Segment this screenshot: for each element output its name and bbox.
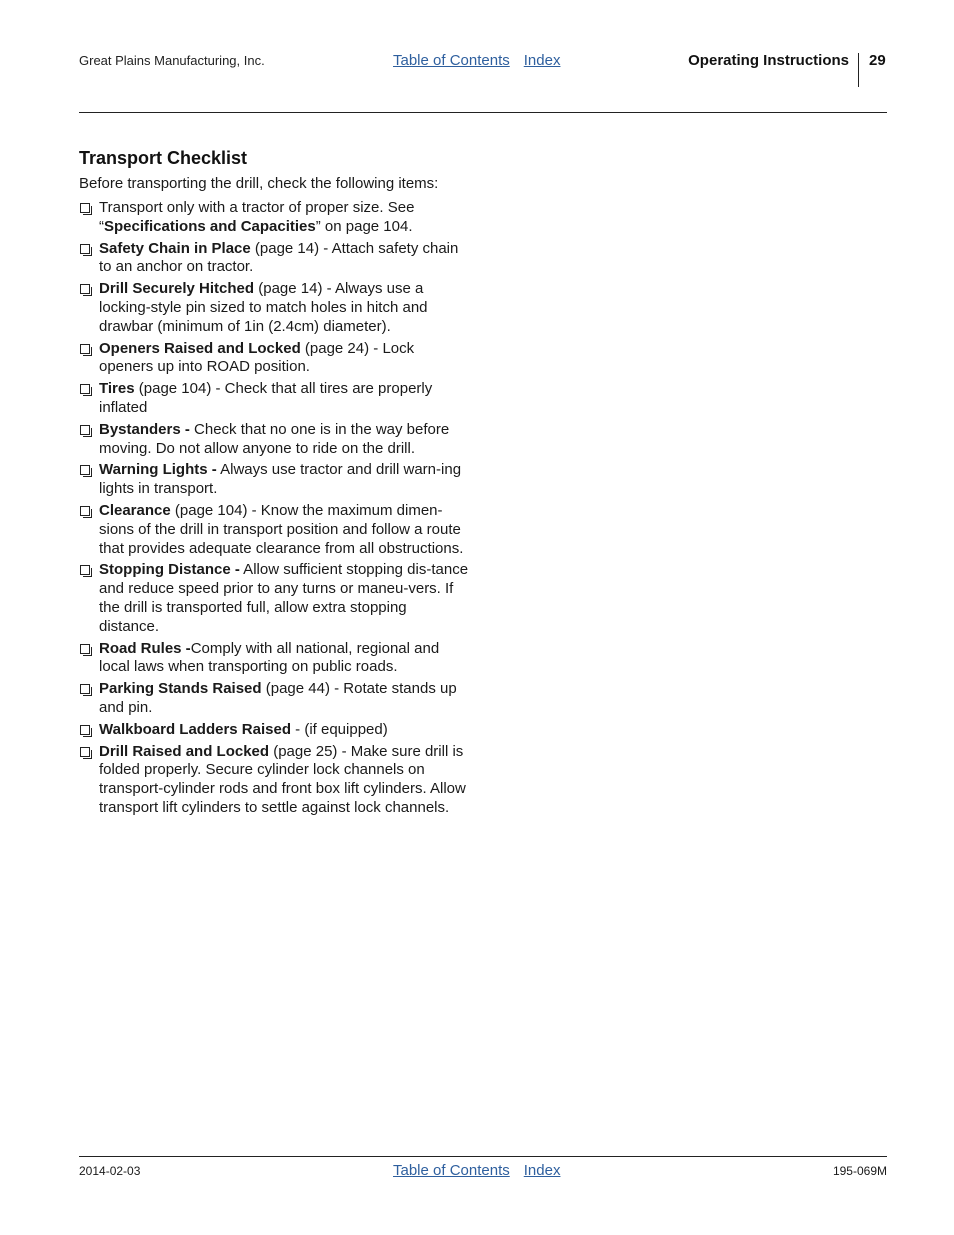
item-bold: Drill Securely Hitched xyxy=(99,280,255,298)
item-prefix: Transport only with a tractor of proper size. See “ xyxy=(99,199,415,235)
header-divider xyxy=(858,53,859,87)
footer-date: 2014-02-03 xyxy=(79,1164,141,1178)
item-text: Comply with all national, regional and local laws when transporting on public roads. xyxy=(99,639,440,676)
checklist-item xyxy=(79,561,469,636)
page-title: Transport Checklist xyxy=(79,148,248,168)
item-text: (page 44) - Rotate stands up and pin. xyxy=(99,680,457,716)
item-text: Allow sufficient stopping dis-tance and reduce speed prior to any turns or maneu-vers. If the drill is transported full, allow extra stopping distance. xyxy=(99,561,469,635)
item-text: Always use tractor and drill warn-ing lights in transport. xyxy=(99,461,462,498)
footer-toc-link[interactable]: Table of Contents xyxy=(393,1162,510,1179)
checklist-item xyxy=(79,680,469,718)
item-bold: Bystanders - xyxy=(99,420,190,438)
item-bold: Road Rules - xyxy=(99,639,191,657)
footer-nav xyxy=(393,1162,574,1179)
checklist-item xyxy=(79,461,469,499)
checkbox-icon xyxy=(80,284,90,294)
checklist-item xyxy=(79,502,469,558)
checklist-item xyxy=(79,743,469,818)
document-number: 195-069M xyxy=(832,1164,887,1178)
item-text: (page 14) - Always use a locking-style pin sized to match holes in hitch and drawbar (minimum of 1in (2.4cm) diameter). xyxy=(99,280,428,335)
checkbox-icon xyxy=(80,725,90,735)
checkbox-icon xyxy=(80,644,90,654)
item-text: (page 14) - Attach safety chain to an anchor on tractor. xyxy=(99,239,459,276)
intro-text: Before transporting the drill, check the following items: xyxy=(79,175,439,192)
item-bold: Warning Lights - xyxy=(99,461,217,479)
checklist-item xyxy=(79,721,469,740)
checkbox-icon xyxy=(80,747,90,757)
page-number: 29 xyxy=(869,52,886,69)
checkbox-icon xyxy=(80,425,90,435)
checkbox-icon xyxy=(80,384,90,394)
header-nav xyxy=(393,52,574,69)
checkbox-icon xyxy=(80,506,90,516)
item-text: Check that no one is in the way before moving. Do not allow anyone to ride on the drill. xyxy=(99,420,450,457)
item-text: (page 25) - Make sure drill is folded properly. Secure cylinder lock channels on transport-cylinder rods and front box lift cylinders. Allow transport lift cylinders to settle against lock channels. xyxy=(99,742,466,816)
item-text: ” on page 104. xyxy=(315,217,413,235)
checkbox-icon xyxy=(80,465,90,475)
item-text: (page 104) - Check that all tires are properly inflated xyxy=(99,380,433,416)
checkbox-icon xyxy=(80,203,90,213)
section-title: Operating Instructions xyxy=(688,52,849,69)
item-bold: Safety Chain in Place xyxy=(99,239,251,257)
toc-link[interactable]: Table of Contents xyxy=(393,52,510,69)
checklist-item xyxy=(79,380,469,418)
header-rule xyxy=(79,112,887,113)
checklist-item xyxy=(79,640,469,678)
item-bold: Walkboard Ladders Raised xyxy=(99,720,291,738)
checkbox-icon xyxy=(80,344,90,354)
item-bold: Clearance xyxy=(99,501,171,519)
footer-rule xyxy=(79,1156,887,1157)
checkbox-icon xyxy=(80,684,90,694)
item-text: (page 104) - Know the maximum dimen-sions of the drill in transport position and follow a route that provides adequate clearance from all obstructions. xyxy=(99,501,464,557)
item-bold: Stopping Distance - xyxy=(99,561,240,579)
item-bold: Tires xyxy=(99,380,135,398)
checklist-item xyxy=(79,240,469,278)
checkbox-icon xyxy=(80,244,90,254)
checklist-item xyxy=(79,280,469,336)
item-bold: Specifications and Capacities xyxy=(104,217,316,235)
index-link[interactable]: Index xyxy=(523,52,561,69)
item-bold: Parking Stands Raised xyxy=(99,680,262,698)
footer-index-link[interactable]: Index xyxy=(523,1162,561,1179)
checklist-item xyxy=(79,340,469,378)
transport-checklist xyxy=(79,199,469,818)
checkbox-icon xyxy=(80,565,90,575)
item-text: - (if equipped) xyxy=(291,720,388,738)
checklist-item xyxy=(79,199,469,237)
item-text: (page 24) - Lock openers up into ROAD position. xyxy=(99,339,415,376)
main-content xyxy=(79,148,469,821)
company-name: Great Plains Manufacturing, Inc. xyxy=(79,53,265,68)
item-bold: Openers Raised and Locked xyxy=(99,339,301,357)
item-bold: Drill Raised and Locked xyxy=(99,742,270,760)
checklist-item xyxy=(79,421,469,459)
